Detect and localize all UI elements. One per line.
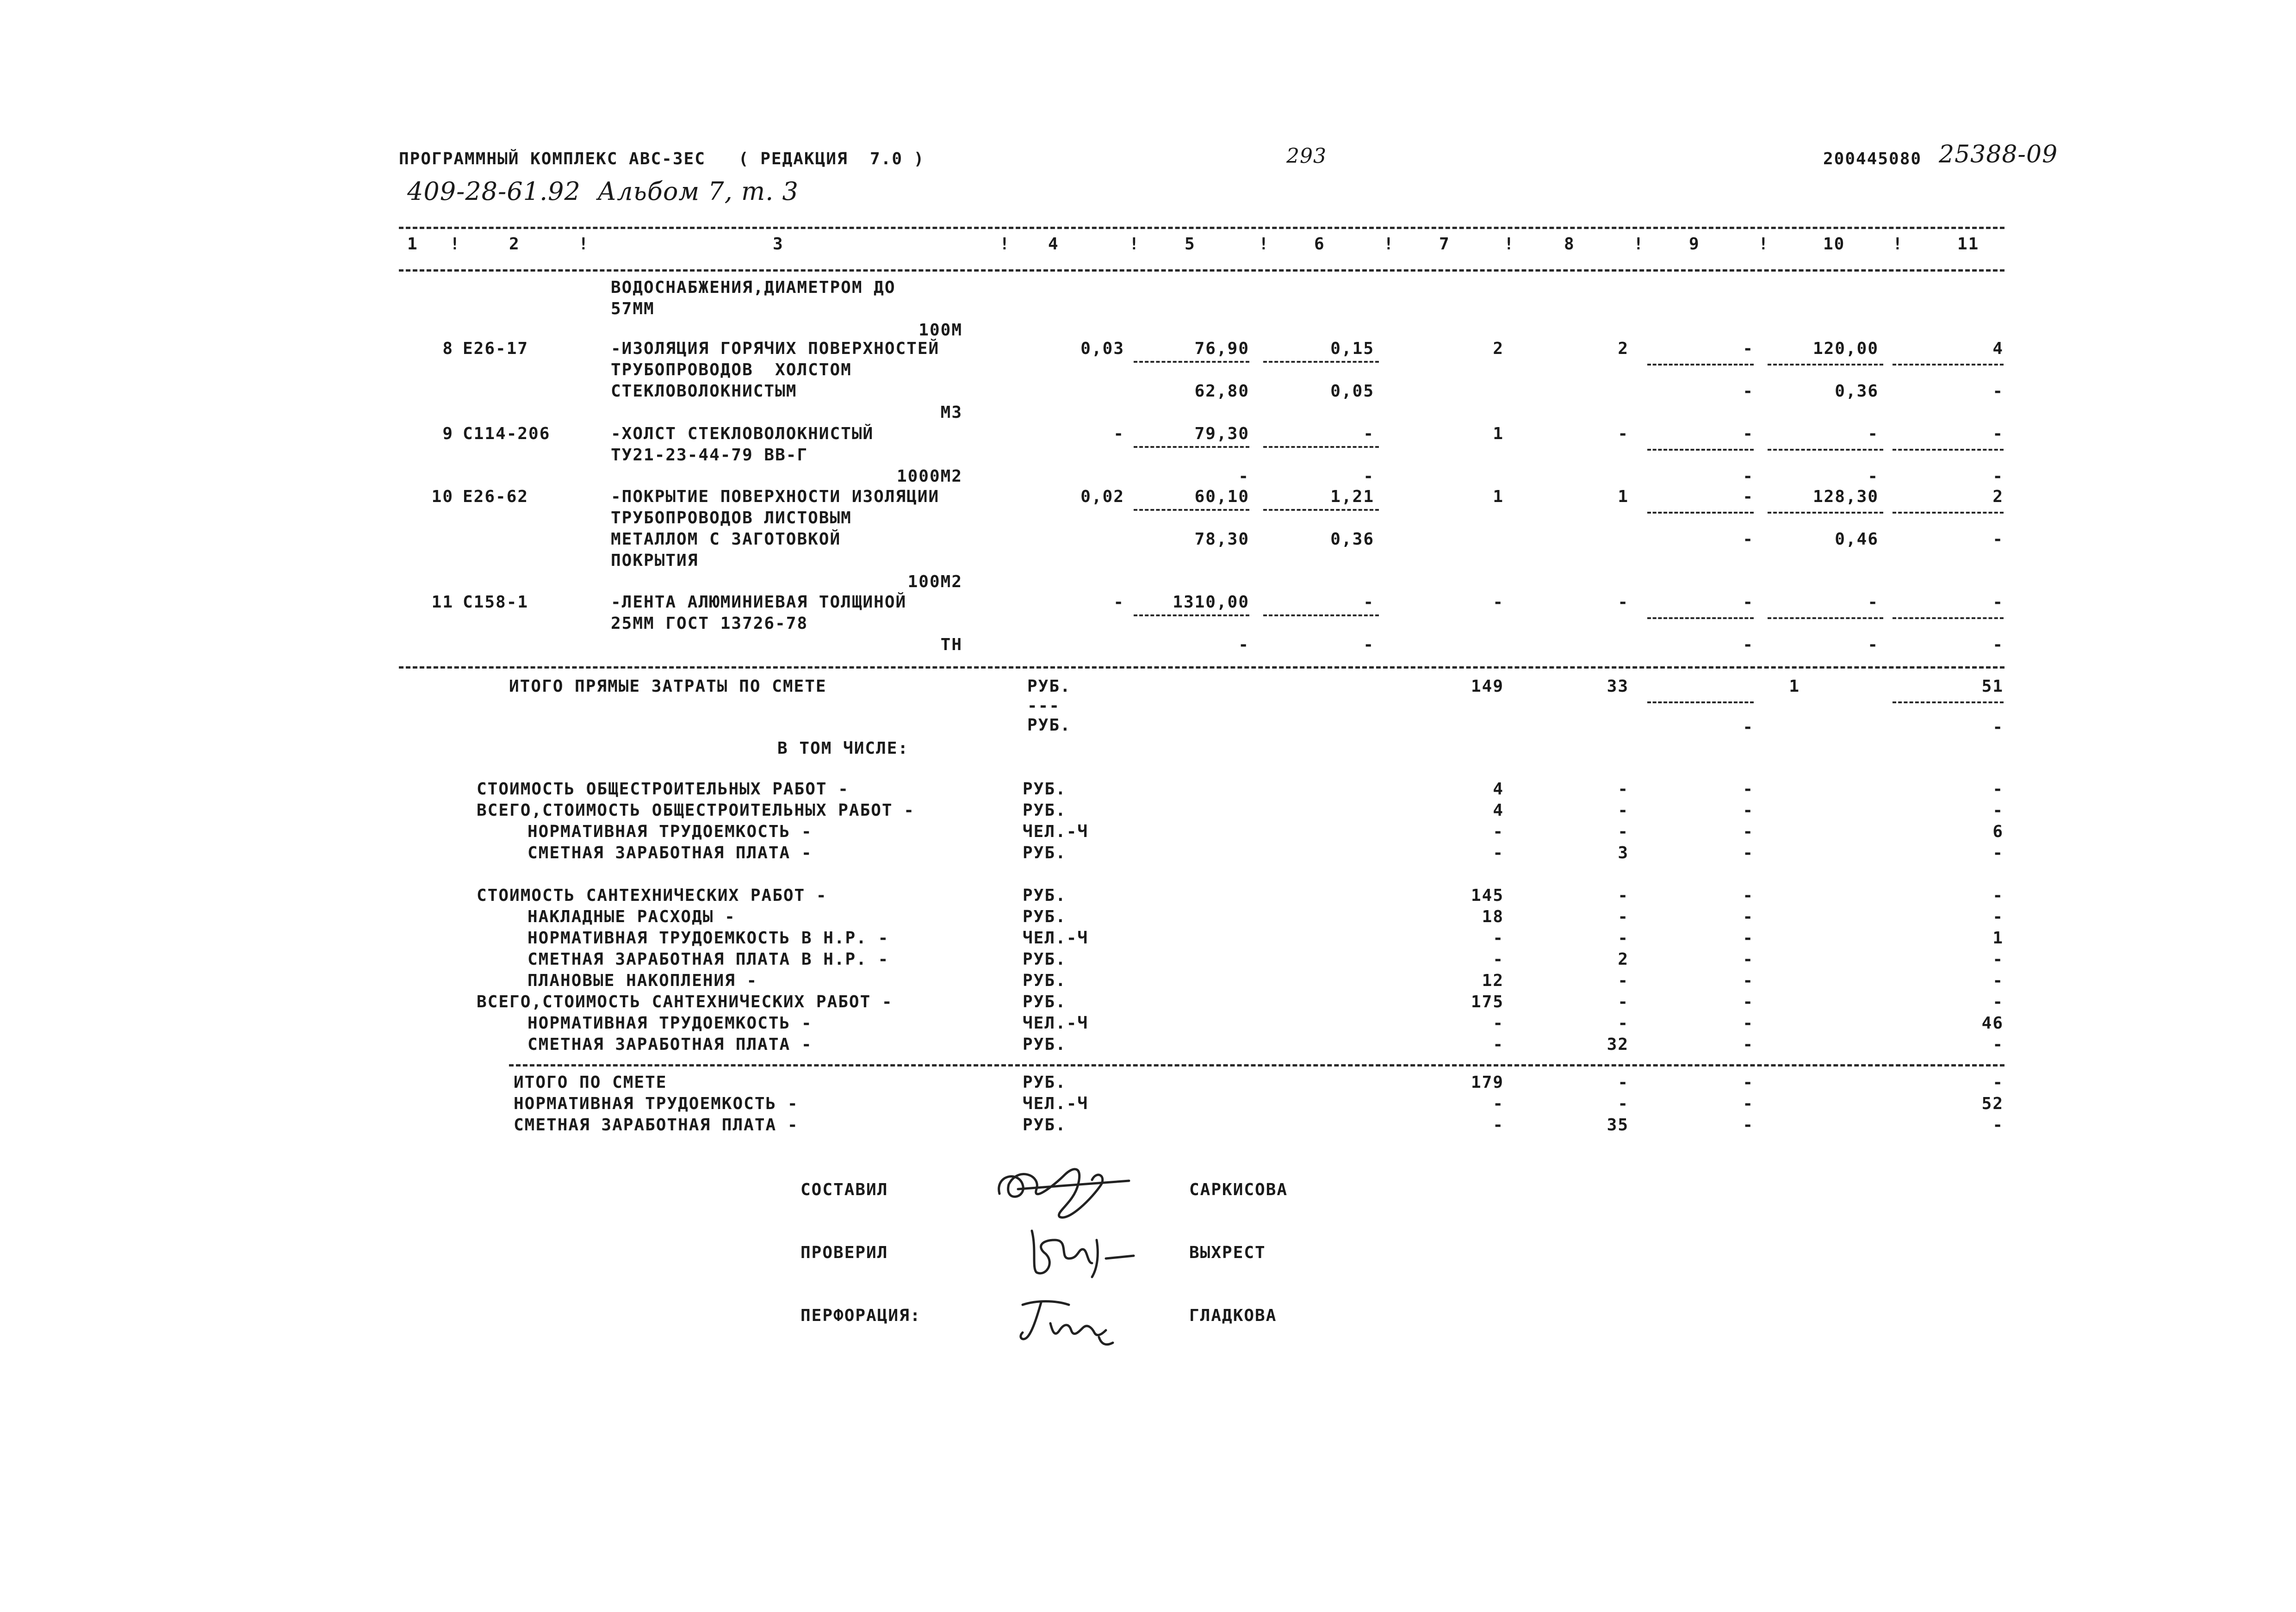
cell-col5-bottom: 62,80: [1194, 382, 1249, 401]
column-separator: !: [450, 235, 461, 254]
column-number-2: 2: [509, 235, 520, 254]
total-line-col9: -: [1743, 1116, 1754, 1135]
direct-costs-col8: 33: [1607, 677, 1629, 696]
cell-divider: [1768, 364, 1883, 366]
direct-costs-col9-bottom: -: [1743, 718, 1754, 737]
total-line-col11: -: [1992, 1116, 2004, 1135]
cell-col9-bottom: -: [1743, 467, 1754, 486]
direct-costs-label: ИТОГО ПРЯМЫЕ ЗАТРАТЫ ПО СМЕТЕ: [509, 677, 827, 696]
cell-col10-bottom: 0,36: [1835, 382, 1879, 401]
cell-col4: 0,02: [1080, 487, 1124, 506]
direct-costs-col7: 149: [1471, 677, 1504, 696]
row-unit: 1000М2: [896, 467, 962, 486]
summary-line-col7: 4: [1493, 801, 1504, 820]
total-line-col8: -: [1618, 1094, 1629, 1113]
summary-line-col7: 145: [1471, 886, 1504, 905]
cell-col11-top: -: [1992, 593, 2004, 612]
cell-col6-top: 0,15: [1330, 339, 1374, 358]
column-separator: !: [1504, 235, 1515, 254]
cell-col7: -: [1493, 593, 1504, 612]
summary-line-unit: ЧЕЛ.-Ч: [1023, 929, 1089, 948]
column-separator: !: [1758, 235, 1769, 254]
summary-line-col7: 18: [1482, 907, 1504, 926]
row-code: Е26-62: [463, 487, 529, 506]
signature-name: САРКИСОВА: [1189, 1180, 1288, 1199]
summary-line-col9: -: [1743, 1035, 1754, 1054]
cell-col8: -: [1618, 424, 1629, 443]
cell-col9-bottom: -: [1743, 635, 1754, 654]
signature-role: ПЕРФОРАЦИЯ:: [800, 1306, 921, 1325]
cell-divider: [1134, 446, 1249, 448]
row-number: 9: [442, 424, 453, 443]
summary-line-unit: РУБ.: [1023, 992, 1067, 1011]
direct-costs-unit-2: РУБ.: [1027, 716, 1071, 735]
summary-line-col8: 32: [1607, 1035, 1629, 1054]
summary-line-col9: -: [1743, 907, 1754, 926]
signature-vykhrest: [1018, 1221, 1138, 1282]
table-top-rule: [399, 227, 2004, 229]
cell-col5-top: 60,10: [1194, 487, 1249, 506]
cell-col6-top: -: [1363, 424, 1374, 443]
row-description-line: -ПОКРЫТИЕ ПОВЕРХНОСТИ ИЗОЛЯЦИИ: [611, 487, 940, 506]
summary-line-label: ВСЕГО,СТОИМОСТЬ САНТЕХНИЧЕСКИХ РАБОТ -: [477, 992, 893, 1011]
summary-line-label: СТОИМОСТЬ ОБЩЕСТРОИТЕЛЬНЫХ РАБОТ -: [477, 780, 849, 799]
cell-divider: [1134, 361, 1249, 363]
cell-col9-top: -: [1743, 593, 1754, 612]
cell-col10-top: 120,00: [1812, 339, 1879, 358]
summary-line-col11: 1: [1992, 929, 2004, 948]
cell-col9-bottom: -: [1743, 382, 1754, 401]
summary-line-col9: -: [1743, 929, 1754, 948]
summary-line-col9: -: [1743, 780, 1754, 799]
summary-line-label: СМЕТНАЯ ЗАРАБОТНАЯ ПЛАТА В Н.Р. -: [527, 950, 889, 969]
cell-col5-top: 76,90: [1194, 339, 1249, 358]
summary-line-col9: -: [1743, 992, 1754, 1011]
column-number-6: 6: [1314, 235, 1325, 254]
row-description-line: 25ММ ГОСТ 13726-78: [611, 614, 808, 633]
summary-line-label: НАКЛАДНЫЕ РАСХОДЫ -: [527, 907, 736, 926]
column-separator: !: [578, 235, 590, 254]
column-number-9: 9: [1689, 235, 1700, 254]
cell-divider: [1768, 617, 1883, 619]
row-number: 8: [442, 339, 453, 358]
cell-col5-bottom: -: [1238, 467, 1249, 486]
signature-name: ГЛАДКОВА: [1189, 1306, 1277, 1325]
column-number-7: 7: [1439, 235, 1450, 254]
cell-divider: [1647, 701, 1754, 703]
document-code-handwritten: 25388-09: [1939, 141, 2058, 168]
summary-line-label: ВСЕГО,СТОИМОСТЬ ОБЩЕСТРОИТЕЛЬНЫХ РАБОТ -: [477, 801, 915, 820]
summary-line-col9: -: [1743, 822, 1754, 841]
summary-line-unit: РУБ.: [1023, 1035, 1067, 1054]
row-description-line: СТЕКЛОВОЛОКНИСТЫМ: [611, 382, 797, 401]
summary-line-label: НОРМАТИВНАЯ ТРУДОЕМКОСТЬ В Н.Р. -: [527, 929, 889, 948]
cell-col6-top: 1,21: [1330, 487, 1374, 506]
row-code: С114-206: [463, 424, 551, 443]
cell-col5-top: 1310,00: [1173, 593, 1249, 612]
summary-line-unit: РУБ.: [1023, 950, 1067, 969]
total-line-col9: -: [1743, 1094, 1754, 1113]
cell-col8: 2: [1618, 339, 1629, 358]
total-line-label: СМЕТНАЯ ЗАРАБОТНАЯ ПЛАТА -: [514, 1116, 799, 1135]
row-description-line: ТУ21-23-44-79 ВВ-Г: [611, 446, 808, 465]
cell-col10-bottom: -: [1868, 635, 1879, 654]
summary-line-col7: -: [1493, 929, 1504, 948]
document-code: 200445080: [1823, 149, 1922, 168]
summary-line-col8: -: [1618, 780, 1629, 799]
summary-line-col8: -: [1618, 801, 1629, 820]
cell-divider: [1768, 512, 1883, 514]
cell-col8: 1: [1618, 487, 1629, 506]
signature-name: ВЫХРЕСТ: [1189, 1243, 1266, 1262]
total-line-unit: ЧЕЛ.-Ч: [1023, 1094, 1089, 1113]
summary-line-col11: -: [1992, 971, 2004, 990]
total-line-col9: -: [1743, 1073, 1754, 1092]
cell-col5-bottom: -: [1238, 635, 1249, 654]
cell-divider: [1263, 361, 1379, 363]
cell-col4: 0,03: [1080, 339, 1124, 358]
row-description-line: МЕТАЛЛОМ С ЗАГОТОВКОЙ: [611, 530, 841, 549]
row-code: С158-1: [463, 593, 529, 612]
summary-line-col8: -: [1618, 886, 1629, 905]
cell-col4: -: [1113, 593, 1124, 612]
summary-line-col7: -: [1493, 950, 1504, 969]
cell-col10-bottom: -: [1868, 467, 1879, 486]
row-unit: М3: [940, 403, 962, 422]
totals-rule: [509, 1064, 2004, 1066]
summary-line-col9: -: [1743, 971, 1754, 990]
cell-divider: [1893, 701, 2004, 703]
row-unit: ТН: [940, 635, 962, 654]
column-number-4: 4: [1048, 235, 1059, 254]
cell-divider: [1647, 512, 1754, 514]
cell-col9-top: -: [1743, 424, 1754, 443]
total-line-unit: РУБ.: [1023, 1116, 1067, 1135]
summary-line-unit: РУБ.: [1023, 907, 1067, 926]
direct-costs-dash: ---: [1027, 696, 1061, 715]
cell-divider: [1647, 364, 1754, 366]
summary-line-unit: ЧЕЛ.-Ч: [1023, 1014, 1089, 1033]
cell-col5-top: 79,30: [1194, 424, 1249, 443]
including-label: В ТОМ ЧИСЛЕ:: [777, 739, 909, 758]
summary-line-col11: -: [1992, 886, 2004, 905]
summary-line-col11: -: [1992, 1035, 2004, 1054]
cell-col6-bottom: -: [1363, 635, 1374, 654]
summary-line-unit: ЧЕЛ.-Ч: [1023, 822, 1089, 841]
column-separator: !: [1129, 235, 1140, 254]
cell-divider: [1647, 617, 1754, 619]
cell-col11-top: 4: [1992, 339, 2004, 358]
summary-line-col9: -: [1743, 950, 1754, 969]
cell-col11-top: 2: [1992, 487, 2004, 506]
column-number-8: 8: [1564, 235, 1575, 254]
row-unit: 100М2: [907, 572, 962, 591]
summary-line-col8: -: [1618, 907, 1629, 926]
summary-line-unit: РУБ.: [1023, 886, 1067, 905]
summary-line-col7: -: [1493, 1035, 1504, 1054]
row-unit: 100М: [918, 321, 962, 340]
row-number: 11: [431, 593, 453, 612]
summary-line-col7: 175: [1471, 992, 1504, 1011]
summary-line-unit: РУБ.: [1023, 971, 1067, 990]
column-separator: !: [1633, 235, 1644, 254]
summary-line-col8: 3: [1618, 843, 1629, 862]
cell-divider: [1263, 509, 1379, 511]
cell-col10-top: 128,30: [1812, 487, 1879, 506]
cell-col7: 2: [1493, 339, 1504, 358]
row-description-line: -ХОЛСТ СТЕКЛОВОЛОКНИСТЫЙ: [611, 424, 874, 443]
cell-col8: -: [1618, 593, 1629, 612]
row-number: 10: [431, 487, 453, 506]
cell-divider: [1893, 512, 2004, 514]
summary-line-label: НОРМАТИВНАЯ ТРУДОЕМКОСТЬ -: [527, 1014, 813, 1033]
column-separator: !: [999, 235, 1011, 254]
total-line-label: ИТОГО ПО СМЕТЕ: [514, 1073, 667, 1092]
summary-line-col9: -: [1743, 886, 1754, 905]
cell-col11-bottom: -: [1992, 382, 2004, 401]
cell-col6-bottom: -: [1363, 467, 1374, 486]
cell-col4: -: [1113, 424, 1124, 443]
cell-divider: [1263, 614, 1379, 616]
summary-line-col11: -: [1992, 801, 2004, 820]
summary-line-col7: -: [1493, 843, 1504, 862]
total-line-col7: -: [1493, 1094, 1504, 1113]
cell-col9-top: -: [1743, 487, 1754, 506]
cell-col7: 1: [1493, 424, 1504, 443]
cell-col11-bottom: -: [1992, 530, 2004, 549]
total-line-col11: -: [1992, 1073, 2004, 1092]
column-separator: !: [1384, 235, 1395, 254]
summary-line-label: СМЕТНАЯ ЗАРАБОТНАЯ ПЛАТА -: [527, 1035, 813, 1054]
column-separator: !: [1893, 235, 1904, 254]
direct-costs-col11-bottom: -: [1992, 718, 2004, 737]
table-header-rule: [399, 269, 2004, 272]
summary-line-col8: 2: [1618, 950, 1629, 969]
album-reference: 409-28-61.92 Альбом 7, т. 3: [407, 177, 799, 206]
cell-col6-top: -: [1363, 593, 1374, 612]
row-description-line: ПОКРЫТИЯ: [611, 551, 699, 570]
row-description-line: -ЛЕНТА АЛЮМИНИЕВАЯ ТОЛЩИНОЙ: [611, 593, 907, 612]
summary-line-col8: -: [1618, 822, 1629, 841]
direct-costs-unit: РУБ.: [1027, 677, 1071, 696]
total-line-unit: РУБ.: [1023, 1073, 1067, 1092]
summary-line-col7: 4: [1493, 780, 1504, 799]
summary-line-col11: -: [1992, 843, 2004, 862]
row-description-line: ВОДОСНАБЖЕНИЯ,ДИАМЕТРОМ ДО: [611, 278, 896, 297]
cell-col7: 1: [1493, 487, 1504, 506]
cell-col5-bottom: 78,30: [1194, 530, 1249, 549]
summary-line-col11: -: [1992, 780, 2004, 799]
cell-col6-bottom: 0,05: [1330, 382, 1374, 401]
total-line-label: НОРМАТИВНАЯ ТРУДОЕМКОСТЬ -: [514, 1094, 799, 1113]
cell-col11-bottom: -: [1992, 635, 2004, 654]
summary-line-col11: 46: [1981, 1014, 2004, 1033]
direct-costs-col9: 1: [1789, 677, 1800, 696]
cell-col10-bottom: 0,46: [1835, 530, 1879, 549]
signature-role: СОСТАВИЛ: [800, 1180, 888, 1199]
summary-line-col8: -: [1618, 929, 1629, 948]
total-line-col8: 35: [1607, 1116, 1629, 1135]
row-description-line: ТРУБОПРОВОДОВ ЛИСТОВЫМ: [611, 508, 852, 527]
cell-divider: [1893, 617, 2004, 619]
summary-line-col9: -: [1743, 801, 1754, 820]
row-description-line: -ИЗОЛЯЦИЯ ГОРЯЧИХ ПОВЕРХНОСТЕЙ: [611, 339, 940, 358]
summary-line-unit: РУБ.: [1023, 780, 1067, 799]
summary-line-col11: -: [1992, 992, 2004, 1011]
summary-line-label: СТОИМОСТЬ САНТЕХНИЧЕСКИХ РАБОТ -: [477, 886, 827, 905]
program-title: ПРОГРАММНЫЙ КОМПЛЕКС АВС-ЗЕС ( РЕДАКЦИЯ 7.0 ): [399, 149, 925, 168]
column-number-11: 11: [1957, 235, 1980, 254]
column-number-10: 10: [1823, 235, 1845, 254]
total-line-col7: 179: [1471, 1073, 1504, 1092]
signature-role: ПРОВЕРИЛ: [800, 1243, 888, 1262]
direct-costs-col11: 51: [1981, 677, 2004, 696]
items-end-rule: [399, 666, 2004, 669]
cell-divider: [1647, 449, 1754, 451]
cell-divider: [1893, 364, 2004, 366]
row-code: Е26-17: [463, 339, 529, 358]
row-description-line: 57ММ: [611, 299, 655, 318]
summary-line-col8: -: [1618, 992, 1629, 1011]
cell-divider: [1263, 446, 1379, 448]
summary-line-col8: -: [1618, 1014, 1629, 1033]
cell-col9-top: -: [1743, 339, 1754, 358]
signature-sarkisova: [990, 1157, 1138, 1226]
summary-line-label: НОРМАТИВНАЯ ТРУДОЕМКОСТЬ -: [527, 822, 813, 841]
summary-line-col8: -: [1618, 971, 1629, 990]
signature-gladkova: [1009, 1291, 1129, 1351]
summary-line-label: ПЛАНОВЫЕ НАКОПЛЕНИЯ -: [527, 971, 758, 990]
column-number-5: 5: [1185, 235, 1196, 254]
column-number-1: 1: [407, 235, 418, 254]
summary-line-col11: -: [1992, 950, 2004, 969]
cell-divider: [1134, 509, 1249, 511]
column-separator: !: [1259, 235, 1270, 254]
cell-col9-bottom: -: [1743, 530, 1754, 549]
summary-line-col11: -: [1992, 907, 2004, 926]
summary-line-label: СМЕТНАЯ ЗАРАБОТНАЯ ПЛАТА -: [527, 843, 813, 862]
summary-line-unit: РУБ.: [1023, 843, 1067, 862]
cell-col10-top: -: [1868, 593, 1879, 612]
summary-line-col9: -: [1743, 1014, 1754, 1033]
total-line-col8: -: [1618, 1073, 1629, 1092]
column-number-3: 3: [773, 235, 784, 254]
cell-col6-bottom: 0,36: [1330, 530, 1374, 549]
cell-col11-bottom: -: [1992, 467, 2004, 486]
summary-line-col11: 6: [1992, 822, 2004, 841]
summary-line-col7: 12: [1482, 971, 1504, 990]
summary-line-unit: РУБ.: [1023, 801, 1067, 820]
cell-divider: [1134, 614, 1249, 616]
summary-line-col9: -: [1743, 843, 1754, 862]
page-number: 293: [1286, 144, 1327, 168]
cell-col10-top: -: [1868, 424, 1879, 443]
cell-col11-top: -: [1992, 424, 2004, 443]
cell-divider: [1893, 449, 2004, 451]
total-line-col7: -: [1493, 1116, 1504, 1135]
summary-line-col7: -: [1493, 1014, 1504, 1033]
row-description-line: ТРУБОПРОВОДОВ ХОЛСТОМ: [611, 360, 852, 379]
cell-divider: [1768, 449, 1883, 451]
total-line-col11: 52: [1981, 1094, 2004, 1113]
summary-line-col7: -: [1493, 822, 1504, 841]
